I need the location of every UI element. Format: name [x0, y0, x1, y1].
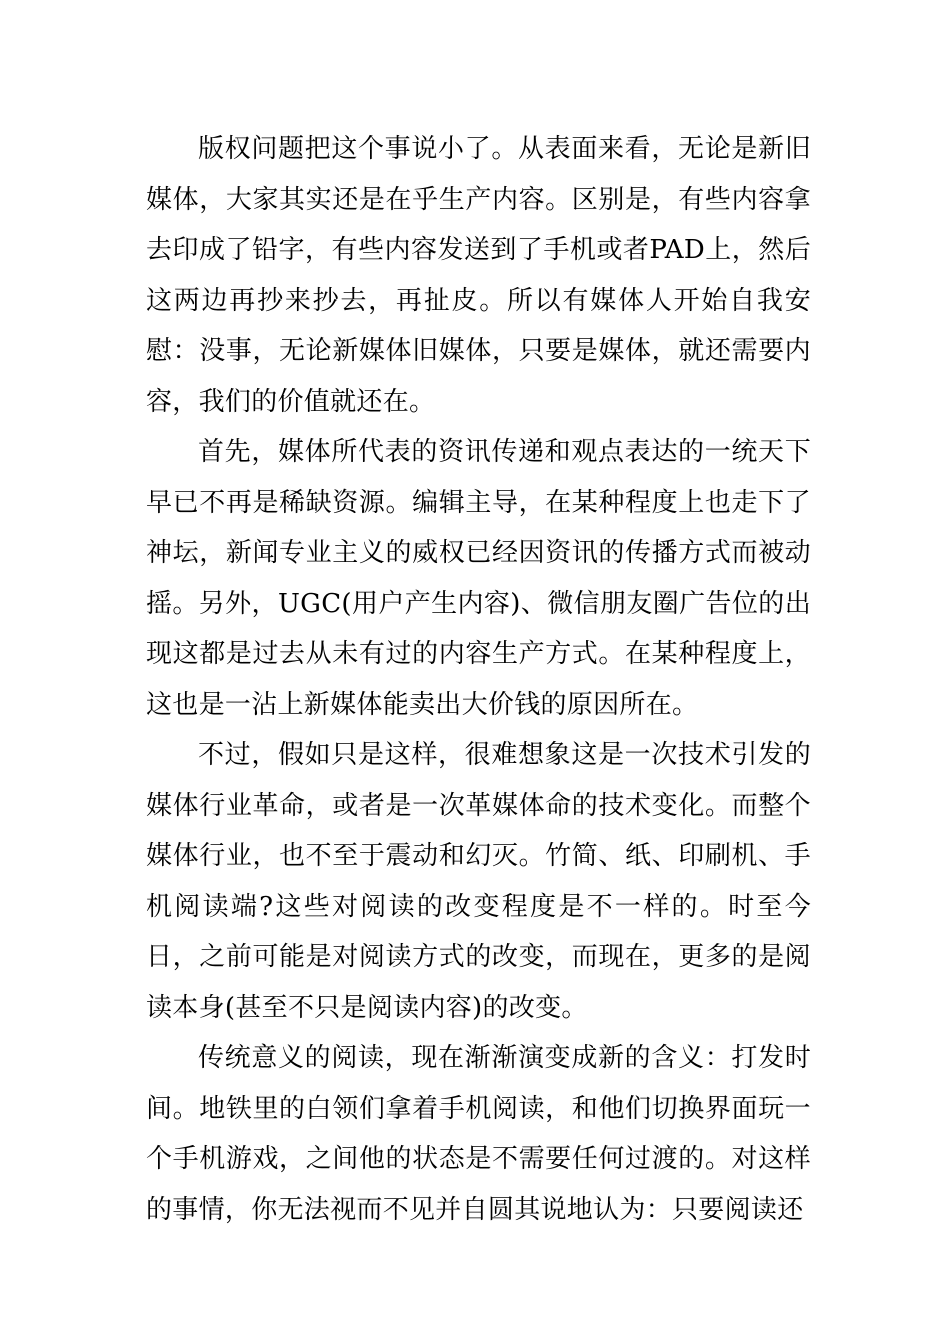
paragraph-3: 不过，假如只是这样，很难想象这是一次技术引发的媒体行业革命，或者是一次革媒体命的技术变化。而整个媒体行业，也不至于震动和幻灭。竹简、纸、印刷机、手机阅读端?这些对阅读的改变程度是不一样的。时至今日，之前可能是对阅读方式的改变，而现在，更多的是阅读本身(甚至不只是阅读内容)的改变。	[146, 740, 811, 1023]
paragraph-2: 首先，媒体所代表的资讯传递和观点表达的一统天下早已不再是稀缺资源。编辑主导，在某种程度上也走下了神坛，新闻专业主义的威权已经因资讯的传播方式而被动摇。另外，UGC(用户产生内容)、微信朋友圈广告位的出现这都是过去从未有过的内容生产方式。在某种程度上，这也是一沾上新媒体能卖出大价钱的原因所在。	[146, 437, 811, 720]
document-body	[146, 124, 811, 1235]
paragraph-1: 版权问题把这个事说小了。从表面来看，无论是新旧媒体，大家其实还是在乎生产内容。区别是，有些内容拿去印成了铅字，有些内容发送到了手机或者PAD上，然后这两边再抄来抄去，再扯皮。所以有媒体人开始自我安慰：没事，无论新媒体旧媒体，只要是媒体，就还需要内容，我们的价值就还在。	[146, 134, 811, 417]
paragraph-4: 传统意义的阅读，现在渐渐演变成新的含义：打发时间。地铁里的白领们拿着手机阅读，和他们切换界面玩一个手机游戏，之间他的状态是不需要任何过渡的。对这样的事情，你无法视而不见并自圆其说地认为：只要阅读还	[146, 1043, 811, 1225]
